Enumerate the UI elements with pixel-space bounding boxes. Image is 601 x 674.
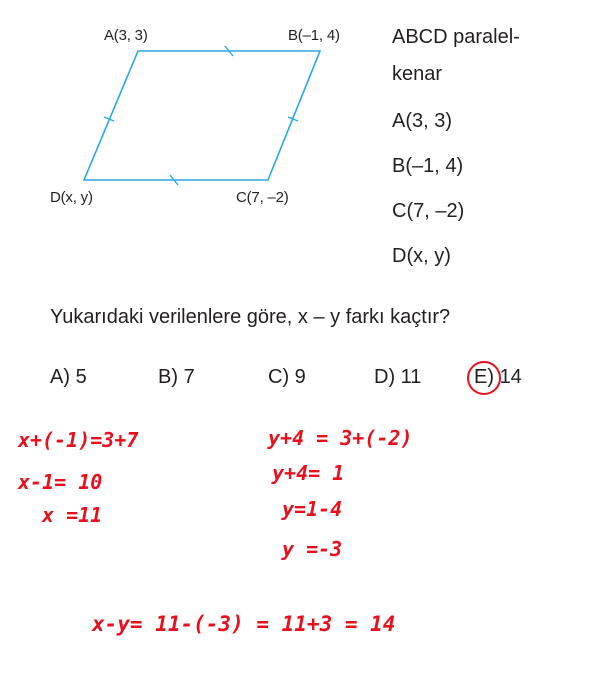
handwriting-left-2: x-1= 10	[18, 470, 103, 494]
choice-e-value: 14	[499, 366, 522, 388]
parallelogram-shape	[84, 51, 320, 180]
handwriting-right-3: y=1-4	[282, 497, 343, 521]
given-line-5: C(7, –2)	[392, 200, 465, 222]
choice-a-letter: A)	[50, 366, 70, 388]
choice-b-value: 7	[183, 366, 195, 388]
choice-c[interactable]	[268, 366, 306, 389]
choice-d-letter: D)	[374, 366, 396, 388]
question-text: Yukarıdaki verilenlere göre, x – y farkı kaçtır?	[50, 306, 451, 328]
choice-e[interactable]	[474, 366, 522, 389]
handwriting-final: x-y= 11-(-3) = 11+3 = 14	[92, 612, 396, 636]
given-line-6: D(x, y)	[392, 245, 451, 267]
label-vertex-d: D(x, y)	[50, 189, 93, 206]
label-vertex-a: A(3, 3)	[104, 27, 148, 44]
choice-a[interactable]	[50, 366, 87, 389]
choice-d-value: 11	[400, 366, 422, 388]
given-line-2: kenar	[392, 63, 443, 85]
label-vertex-c: C(7, –2)	[236, 189, 289, 206]
choice-c-letter: C)	[268, 366, 290, 388]
label-vertex-b: B(–1, 4)	[288, 27, 340, 44]
choice-e-letter: E)	[474, 366, 494, 388]
given-line-3: A(3, 3)	[392, 110, 453, 132]
choice-b[interactable]	[158, 366, 195, 389]
handwriting-right-2: y+4= 1	[272, 461, 345, 485]
choice-b-letter: B)	[158, 366, 178, 388]
handwriting-right-1: y+4 = 3+(-2)	[268, 426, 413, 450]
choice-a-value: 5	[75, 366, 87, 388]
given-line-1: ABCD paralel-	[392, 26, 520, 48]
given-line-4: B(–1, 4)	[392, 155, 464, 177]
handwriting-left-1: x+(-1)=3+7	[18, 428, 139, 452]
handwriting-left-3: x =11	[42, 503, 103, 527]
choice-d[interactable]	[374, 366, 421, 389]
handwriting-right-4: y =-3	[282, 537, 343, 561]
choice-c-value: 9	[294, 366, 306, 388]
